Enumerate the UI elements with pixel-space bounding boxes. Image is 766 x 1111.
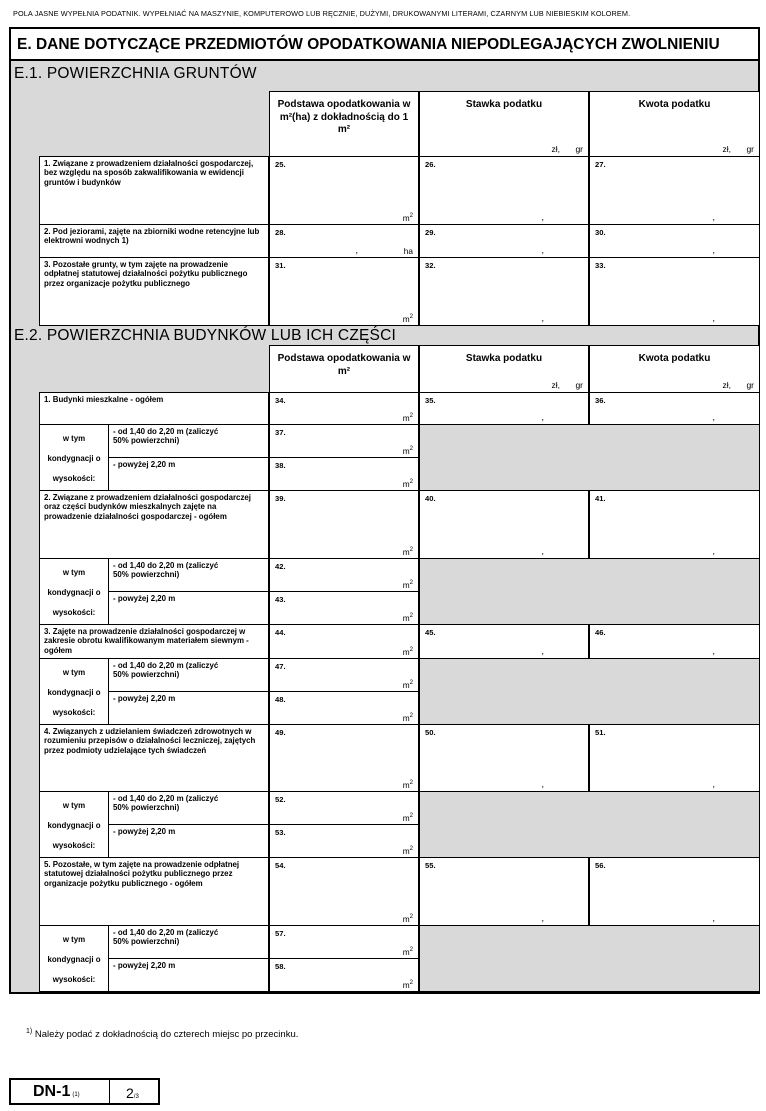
area-unit xyxy=(403,479,413,489)
unit-text: m xyxy=(402,446,410,456)
e2-header-amount-text: Kwota podatku xyxy=(638,353,711,364)
e2-storey-high-label-text: - powyżej 2,20 m xyxy=(113,694,176,703)
currency-grosz: gr xyxy=(746,380,754,390)
field-number: 33. xyxy=(595,261,606,270)
field-number: 53. xyxy=(275,828,286,837)
e2-group-label xyxy=(39,857,269,926)
unit-text: m xyxy=(402,680,410,690)
e2-storey-high-label-text: - powyżej 2,20 m xyxy=(113,460,176,469)
area-unit xyxy=(403,813,413,823)
e1-row-label-text: 2. Pod jeziorami, zajęte na zbiorniki wodne retencyjne lub elektrowni wodnych 1) xyxy=(44,227,260,246)
e2-header-base xyxy=(269,345,419,393)
area-unit xyxy=(403,980,413,990)
field-number: 47. xyxy=(275,662,286,671)
area-unit xyxy=(403,314,413,324)
area-unit xyxy=(403,846,413,856)
area-unit xyxy=(403,213,413,223)
e2-storey-heading-text: w tym kondygnacji o wysokości: xyxy=(47,667,101,717)
e1-amount-field[interactable] xyxy=(589,257,760,326)
e2-storey-low-area-field[interactable] xyxy=(269,424,419,458)
e2-base-field[interactable] xyxy=(269,624,419,659)
field-number: 39. xyxy=(275,494,286,503)
form-code: DN-1 xyxy=(33,1083,71,1100)
field-number: 48. xyxy=(275,695,286,704)
e2-storey-low-label xyxy=(108,658,269,692)
unit-superscript: 2 xyxy=(409,479,413,485)
unit-text: m xyxy=(402,813,410,823)
field-number: 36. xyxy=(595,396,606,405)
decimal-comma: , xyxy=(712,245,715,255)
e2-storey-low-label xyxy=(108,558,269,592)
field-number: 38. xyxy=(275,461,286,470)
e2-rate-field[interactable] xyxy=(419,490,589,559)
unit-superscript: 2 xyxy=(409,980,413,986)
e2-storey-high-area-field[interactable] xyxy=(269,457,419,491)
page-count: /3 xyxy=(133,1094,139,1100)
e2-amount-field[interactable] xyxy=(589,624,760,659)
currency-zloty: zł, xyxy=(722,144,731,154)
field-number: 26. xyxy=(425,160,436,169)
field-number: 41. xyxy=(595,494,606,503)
unit-superscript: 2 xyxy=(409,213,413,219)
e2-storey-high-area-field[interactable] xyxy=(269,691,419,725)
field-number: 50. xyxy=(425,728,436,737)
e2-base-field[interactable] xyxy=(269,724,419,792)
e2-storey-low-label-text: - od 1,40 do 2,20 m (zaliczyć 50% powierzchni) xyxy=(113,794,219,813)
decimal-comma: , xyxy=(541,412,544,422)
decimal-comma: , xyxy=(355,245,358,255)
e2-storey-unused-area xyxy=(419,925,760,992)
page-number: 2 xyxy=(126,1085,134,1101)
e2-storey-heading xyxy=(39,925,109,992)
e2-storey-unused-area xyxy=(419,558,760,625)
e2-rate-field[interactable] xyxy=(419,724,589,792)
e1-header-amount xyxy=(589,91,760,157)
field-number: 35. xyxy=(425,396,436,405)
e1-rate-field[interactable] xyxy=(419,257,589,326)
e2-storey-heading xyxy=(39,424,109,491)
e2-storey-low-label xyxy=(108,424,269,458)
e2-storey-low-label-text: - od 1,40 do 2,20 m (zaliczyć 50% powierzchni) xyxy=(113,661,219,680)
unit-superscript: 2 xyxy=(409,314,413,320)
currency-zloty: zł, xyxy=(551,380,560,390)
field-number: 28. xyxy=(275,228,286,237)
e2-header-base-text: Podstawa opodatkowania w m² xyxy=(277,353,411,377)
decimal-comma: , xyxy=(712,779,715,789)
page-number-box xyxy=(109,1078,160,1105)
unit-text: m xyxy=(402,613,410,623)
e1-header-base xyxy=(269,91,419,157)
unit-text: m xyxy=(402,980,410,990)
unit-superscript: 2 xyxy=(409,947,413,953)
e2-storey-high-area-field[interactable] xyxy=(269,824,419,858)
field-number: 54. xyxy=(275,861,286,870)
field-number: 27. xyxy=(595,160,606,169)
e1-header-base-text: Podstawa opodatkowania w m²(ha) z dokładnością do 1 m² xyxy=(277,99,411,135)
unit-superscript: 2 xyxy=(409,647,413,653)
decimal-comma: , xyxy=(541,546,544,556)
unit-text: m xyxy=(402,947,410,957)
e2-storey-high-label xyxy=(108,824,269,858)
unit-superscript: 2 xyxy=(409,713,413,719)
e2-group-label-text: 4. Związanych z udzielaniem świadczeń zdrowotnych w rozumieniu przepisów o działalności leczniczej, zajętych przez podmioty udzielające tych świadczeń xyxy=(44,727,256,755)
area-unit xyxy=(403,613,413,623)
e2-storey-high-label-text: - powyżej 2,20 m xyxy=(113,594,176,603)
currency-grosz: gr xyxy=(746,144,754,154)
unit-text: m xyxy=(402,314,410,324)
decimal-comma: , xyxy=(541,779,544,789)
e2-rate-field[interactable] xyxy=(419,857,589,926)
e2-group-label xyxy=(39,392,269,425)
field-number: 57. xyxy=(275,929,286,938)
unit-text: m xyxy=(402,213,410,223)
e2-storey-heading-text: w tym kondygnacji o wysokości: xyxy=(47,800,101,850)
e1-row-label xyxy=(39,257,269,326)
decimal-comma: , xyxy=(712,646,715,656)
e1-header-amount-text: Kwota podatku xyxy=(638,99,711,110)
e2-storey-low-area-field[interactable] xyxy=(269,558,419,592)
section-e-title: E. DANE DOTYCZĄCE PRZEDMIOTÓW OPODATKOWANIA NIEPODLEGAJĄCYCH ZWOLNIENIU xyxy=(17,36,720,53)
decimal-comma: , xyxy=(712,546,715,556)
field-number: 25. xyxy=(275,160,286,169)
field-number: 31. xyxy=(275,261,286,270)
e2-group-label-text: 1. Budynki mieszkalne - ogółem xyxy=(44,395,164,404)
e2-storey-high-label xyxy=(108,691,269,725)
field-number: 40. xyxy=(425,494,436,503)
currency-grosz: gr xyxy=(575,144,583,154)
e2-storey-unused-area xyxy=(419,658,760,725)
e2-base-field[interactable] xyxy=(269,857,419,926)
e1-amount-field[interactable] xyxy=(589,156,760,225)
decimal-comma: , xyxy=(541,313,544,323)
e1-row-label-text: 1. Związane z prowadzeniem działalności gospodarczej, bez względu na sposób zakwalifikowania w ewidencji gruntów i budynków xyxy=(44,159,254,187)
e2-storey-low-label-text: - od 1,40 do 2,20 m (zaliczyć 50% powierzchni) xyxy=(113,561,219,580)
e2-storey-heading-text: w tym kondygnacji o wysokości: xyxy=(47,567,101,617)
e2-header-amount xyxy=(589,345,760,393)
unit-text: m xyxy=(402,580,410,590)
field-number: 29. xyxy=(425,228,436,237)
e1-base-field[interactable] xyxy=(269,224,419,258)
e1-rate-field[interactable] xyxy=(419,156,589,225)
e2-storey-high-label xyxy=(108,457,269,491)
unit-superscript: 2 xyxy=(409,580,413,586)
e2-storey-heading xyxy=(39,558,109,625)
e1-base-field[interactable] xyxy=(269,257,419,326)
e2-group-label-text: 5. Pozostałe, w tym zajęte na prowadzenie odpłatnej statutowej działalności pożytku publicznego przez organizacje pożytku publicznego - ogółem xyxy=(44,860,240,888)
e2-group-label-text: 2. Związane z prowadzeniem działalności gospodarczej oraz części budynków mieszkalnych zajęte na prowadzenie działalności gospodarczej - ogółem xyxy=(44,493,251,521)
e2-storey-high-label-text: - powyżej 2,20 m xyxy=(113,827,176,836)
e2-title: E.2. POWIERZCHNIA BUDYNKÓW LUB ICH CZĘŚCI xyxy=(14,327,396,344)
e1-title: E.1. POWIERZCHNIA GRUNTÓW xyxy=(14,65,257,82)
unit-text: m xyxy=(402,647,410,657)
area-unit xyxy=(403,780,413,790)
e2-storey-heading-text: w tym kondygnacji o wysokości: xyxy=(47,934,101,984)
field-number: 43. xyxy=(275,595,286,604)
field-number: 32. xyxy=(425,261,436,270)
unit-superscript: 2 xyxy=(409,914,413,920)
e2-base-field[interactable] xyxy=(269,490,419,559)
decimal-comma: , xyxy=(712,913,715,923)
e2-storey-high-area-field[interactable] xyxy=(269,958,419,992)
unit-text: m xyxy=(402,846,410,856)
footnote-text: Należy podać z dokładnością do czterech miejsc po przecinku. xyxy=(34,1029,299,1040)
field-number: 46. xyxy=(595,628,606,637)
e2-storey-low-area-field[interactable] xyxy=(269,925,419,959)
e2-storey-unused-area xyxy=(419,424,760,491)
field-number: 37. xyxy=(275,428,286,437)
decimal-comma: , xyxy=(712,412,715,422)
currency-zloty: zł, xyxy=(722,380,731,390)
unit-superscript: 2 xyxy=(409,846,413,852)
e2-storey-heading xyxy=(39,791,109,858)
unit-text: ha xyxy=(403,246,413,256)
e2-storey-high-label xyxy=(108,958,269,992)
e2-rate-field[interactable] xyxy=(419,624,589,659)
e1-header-rate-text: Stawka podatku xyxy=(465,99,543,110)
area-unit xyxy=(403,947,413,957)
field-number: 52. xyxy=(275,795,286,804)
e2-storey-heading xyxy=(39,658,109,725)
e2-header-rate xyxy=(419,345,589,393)
e2-storey-unused-area xyxy=(419,791,760,858)
field-number: 30. xyxy=(595,228,606,237)
area-unit xyxy=(403,580,413,590)
e2-amount-field[interactable] xyxy=(589,857,760,926)
area-unit xyxy=(403,713,413,723)
footnote-mark: 1) xyxy=(26,1028,33,1035)
unit-superscript: 2 xyxy=(409,780,413,786)
unit-superscript: 2 xyxy=(409,680,413,686)
e2-storey-low-label-text: - od 1,40 do 2,20 m (zaliczyć 50% powierzchni) xyxy=(113,427,219,446)
e1-header-rate xyxy=(419,91,589,157)
e2-base-field[interactable] xyxy=(269,392,419,425)
field-number: 51. xyxy=(595,728,606,737)
currency-zloty: zł, xyxy=(551,144,560,154)
decimal-comma: , xyxy=(541,245,544,255)
footnote xyxy=(26,1029,298,1040)
field-number: 42. xyxy=(275,562,286,571)
unit-superscript: 2 xyxy=(409,813,413,819)
fill-instructions-notice: POLA JASNE WYPEŁNIA PODATNIK. WYPEŁNIAĆ NA MASZYNIE, KOMPUTEROWO LUB RĘCZNIE, DUŻYMI, DRUKOWANYMI LITERAMI, CZARNYM LUB NIEBIESKIM KOLOREM. xyxy=(13,9,631,18)
e2-group-label-text: 3. Zajęte na prowadzenie działalności gospodarczej w zakresie obrotu kwalifikowanym materiałem siewnym - ogółem xyxy=(44,627,249,655)
e1-base-field[interactable] xyxy=(269,156,419,225)
area-unit xyxy=(404,246,413,256)
decimal-comma: , xyxy=(541,913,544,923)
unit-text: m xyxy=(402,547,410,557)
unit-superscript: 2 xyxy=(409,613,413,619)
e2-storey-low-area-field[interactable] xyxy=(269,791,419,825)
e2-storey-heading-text: w tym kondygnacji o wysokości: xyxy=(47,433,101,483)
e1-amount-field[interactable] xyxy=(589,224,760,258)
area-unit xyxy=(403,547,413,557)
e2-storey-high-label xyxy=(108,591,269,625)
unit-text: m xyxy=(402,914,410,924)
field-number: 45. xyxy=(425,628,436,637)
e2-amount-field[interactable] xyxy=(589,724,760,792)
area-unit xyxy=(403,413,413,423)
area-unit xyxy=(403,680,413,690)
e2-storey-high-label-text: - powyżej 2,20 m xyxy=(113,961,176,970)
e2-group-label xyxy=(39,624,269,659)
field-number: 58. xyxy=(275,962,286,971)
e2-storey-low-label xyxy=(108,925,269,959)
form-version: (1) xyxy=(72,1092,80,1098)
e2-group-label xyxy=(39,490,269,559)
e2-storey-low-area-field[interactable] xyxy=(269,658,419,692)
e1-rate-field[interactable] xyxy=(419,224,589,258)
decimal-comma: , xyxy=(541,646,544,656)
area-unit xyxy=(403,647,413,657)
unit-superscript: 2 xyxy=(409,446,413,452)
decimal-comma: , xyxy=(712,212,715,222)
e2-group-label xyxy=(39,724,269,792)
e2-amount-field[interactable] xyxy=(589,490,760,559)
area-unit xyxy=(403,446,413,456)
unit-text: m xyxy=(402,479,410,489)
unit-superscript: 2 xyxy=(409,547,413,553)
unit-text: m xyxy=(402,713,410,723)
decimal-comma: , xyxy=(541,212,544,222)
e2-storey-low-label-text: - od 1,40 do 2,20 m (zaliczyć 50% powierzchni) xyxy=(113,928,219,947)
section-e-title-bar xyxy=(9,27,760,61)
unit-superscript: 2 xyxy=(409,413,413,419)
field-number: 44. xyxy=(275,628,286,637)
field-number: 55. xyxy=(425,861,436,870)
e1-row-label xyxy=(39,224,269,258)
field-number: 34. xyxy=(275,396,286,405)
field-number: 56. xyxy=(595,861,606,870)
currency-grosz: gr xyxy=(575,380,583,390)
e2-header-rate-text: Stawka podatku xyxy=(465,353,543,364)
e1-row-label xyxy=(39,156,269,225)
e2-rate-field[interactable] xyxy=(419,392,589,425)
area-unit xyxy=(403,914,413,924)
field-number: 49. xyxy=(275,728,286,737)
e1-row-label-text: 3. Pozostałe grunty, w tym zajęte na prowadzenie odpłatnej statutowej działalności pożytku publicznego przez organizacje pożytku publicznego xyxy=(44,260,248,288)
form-code-box xyxy=(9,1078,111,1105)
e2-storey-high-area-field[interactable] xyxy=(269,591,419,625)
e2-amount-field[interactable] xyxy=(589,392,760,425)
unit-text: m xyxy=(402,780,410,790)
unit-text: m xyxy=(402,413,410,423)
decimal-comma: , xyxy=(712,313,715,323)
e2-storey-low-label xyxy=(108,791,269,825)
